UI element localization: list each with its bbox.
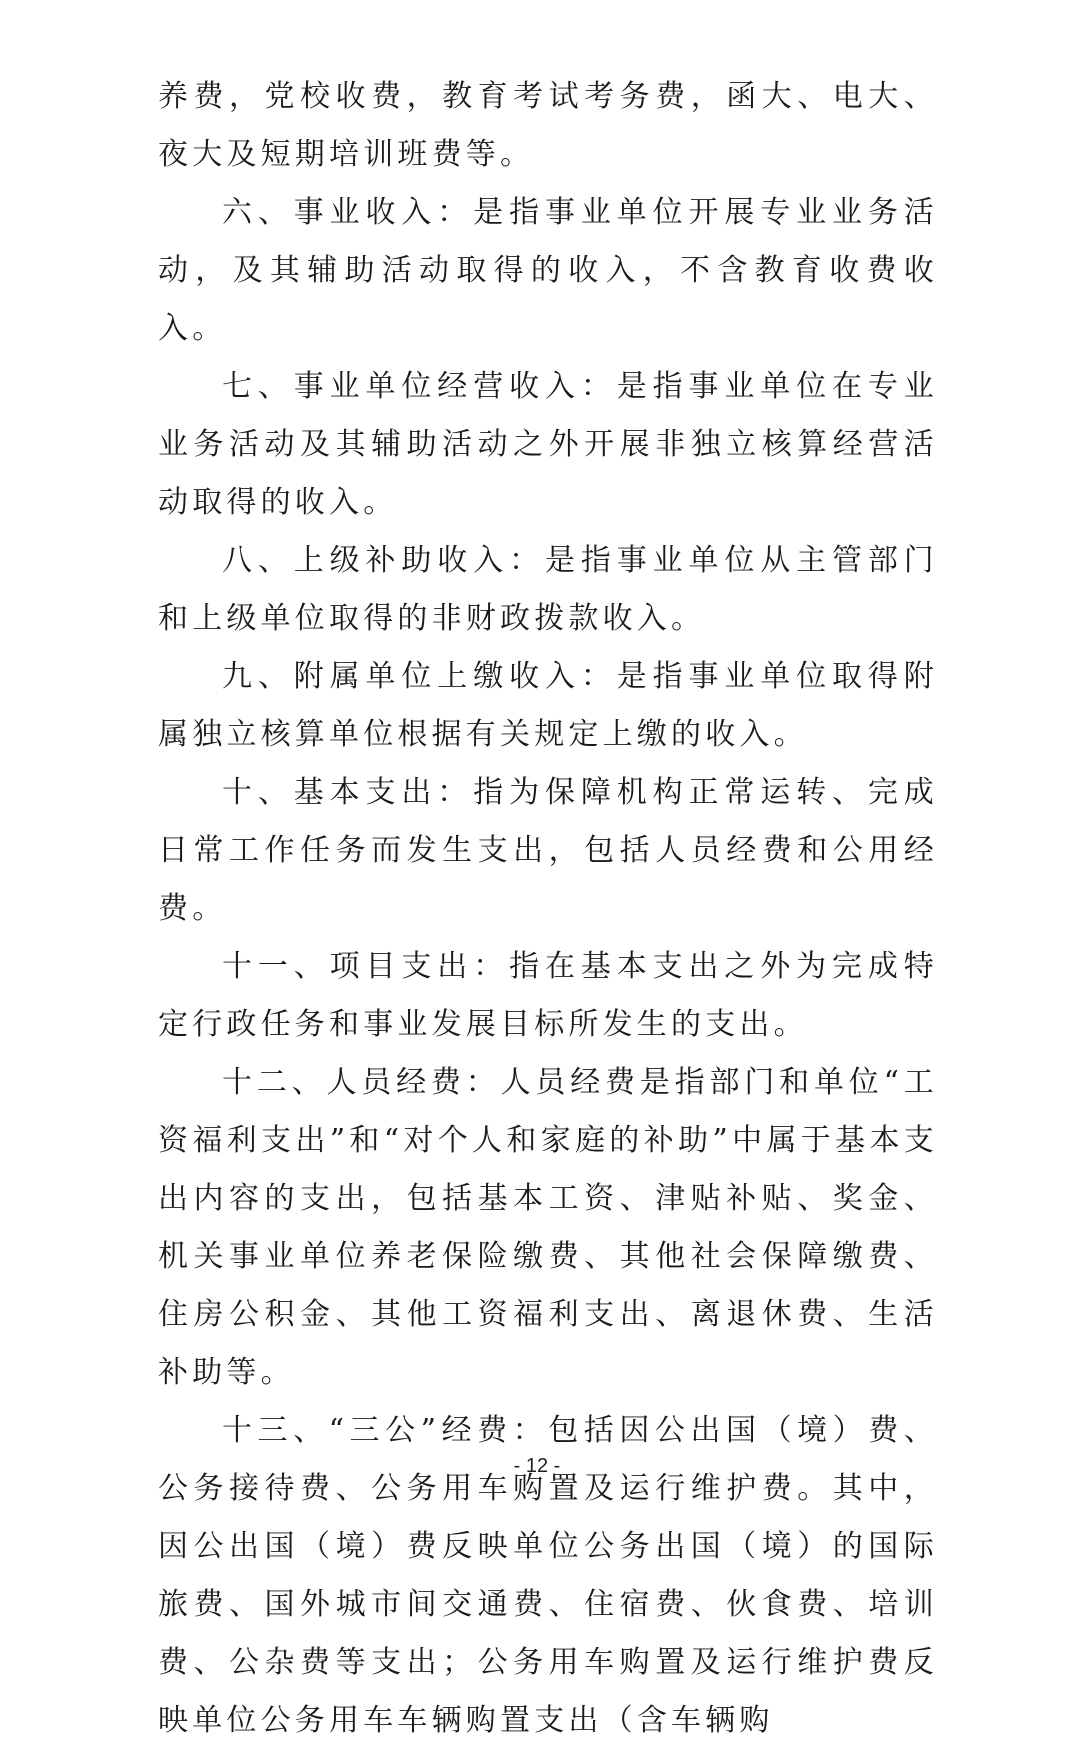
page-number: - 12 - bbox=[513, 1455, 561, 1477]
paragraph-continuation: 养费，党校收费，教育考试考务费，函大、电大、夜大及短期培训班费等。 bbox=[158, 79, 938, 172]
paragraph-item-9: 九、附属单位上缴收入：是指事业单位取得附属独立核算单位根据有关规定上缴的收入。 bbox=[158, 659, 938, 752]
paragraph-item-6: 六、事业收入：是指事业单位开展专业业务活动，及其辅助活动取得的收入，不含教育收费收入。 bbox=[158, 195, 938, 346]
paragraph-item-13: 十三、“三公”经费：包括因公出国（境）费、公务接待费、公务用车购置及运行维护费。其中，因公出国（境）费反映单位公务出国（境）的国际旅费、国外城市间交通费、住宿费、伙食费、培训费、公杂费等支出；公务用车购置及运行维护费反映单位公务用车车辆购置支出（含车辆购 bbox=[158, 1413, 938, 1738]
paragraph-item-12: 十二、人员经费：人员经费是指部门和单位“工资福利支出”和“对个人和家庭的补助”中属于基本支出内容的支出，包括基本工资、津贴补贴、奖金、机关事业单位养老保险缴费、其他社会保障缴费、住房公积金、其他工资福利支出、离退休费、生活补助等。 bbox=[158, 1065, 938, 1390]
paragraph-item-10: 十、基本支出：指为保障机构正常运转、完成日常工作任务而发生支出，包括人员经费和公用经费。 bbox=[158, 775, 938, 926]
paragraph-item-8: 八、上级补助收入：是指事业单位从主管部门和上级单位取得的非财政拨款收入。 bbox=[158, 543, 938, 636]
paragraph-item-11: 十一、项目支出：指在基本支出之外为完成特定行政任务和事业发展目标所发生的支出。 bbox=[158, 949, 938, 1042]
body-text bbox=[158, 68, 938, 1750]
paragraph-item-7: 七、事业单位经营收入：是指事业单位在专业业务活动及其辅助活动之外开展非独立核算经营活动取得的收入。 bbox=[158, 369, 938, 520]
